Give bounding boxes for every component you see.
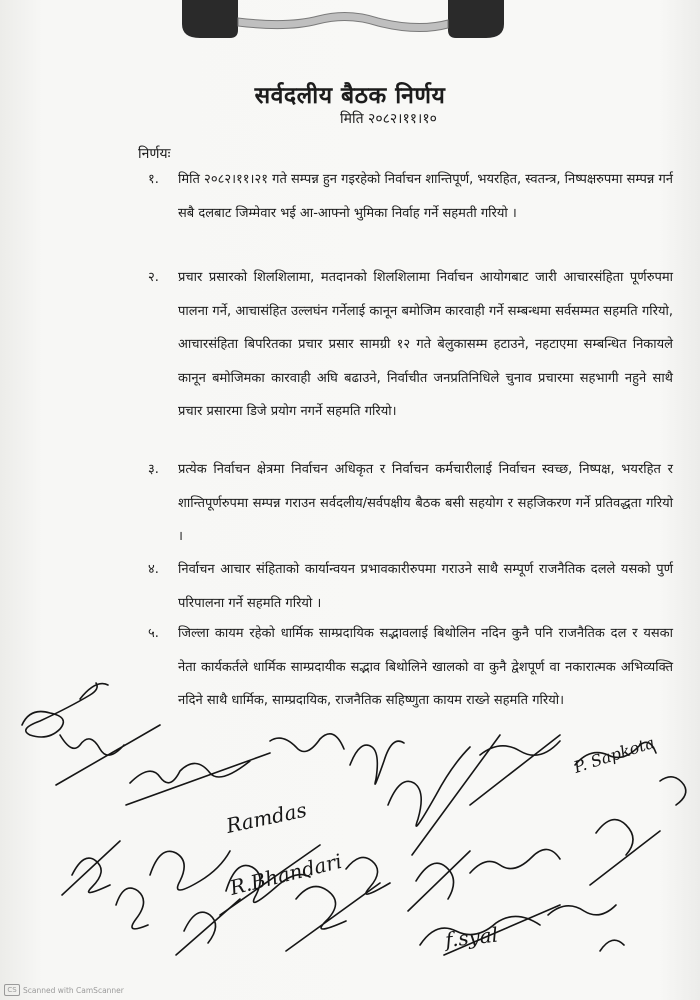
signatures-area xyxy=(0,655,700,975)
signature-mark xyxy=(470,849,560,873)
signature-name: R.Bhandari xyxy=(227,848,345,900)
signature-mark xyxy=(286,883,380,951)
signature-mark xyxy=(150,851,230,890)
decision-text: निर्वाचन आचार संहिताको कार्यान्वयन प्रभावकारीरुपमा गराउने साथै सम्पूर्ण राजनैतिक दलले यसको पुर्ण परिपालना गर्ने सहमति गरियो । xyxy=(178,562,673,611)
signature-name: Ramdas xyxy=(224,797,309,838)
decision-text: मिति २०८२।११।२१ गते सम्पन्न हुन गइरहेको निर्वाचन शान्तिपूर्ण, भयरहित, स्वतन्त्र, निष्पक्षरुपमा सम्पन्न गर्न सबै दलबाट जिम्मेवार भई आ-आफ्नो भुमिका निर्वाह गर्ने सहमती गरियो । xyxy=(178,172,673,221)
signature-mark xyxy=(56,725,160,785)
signature-mark xyxy=(22,683,108,737)
scanner-watermark xyxy=(4,984,124,996)
signature-mark xyxy=(470,735,560,805)
decision-item-2 xyxy=(148,261,673,429)
signature-mark xyxy=(116,888,148,929)
signature-mark xyxy=(660,777,686,805)
signature-name: P. Sapkota xyxy=(571,732,657,777)
clipboard-clip-icon xyxy=(178,0,508,42)
decision-text: प्रत्येक निर्वाचन क्षेत्रमा निर्वाचन अधिकृत र निर्वाचन कर्मचारीलाई निर्वाचन स्वच्छ, निष्पक्ष, भयरहित र शान्तिपूर्णरुपमा सम्पन्न गराउन सर्वदलीय/सर्वपक्षीय बैठक बसी सहयोग र सहजिकरण गर्ने प्रतिवद्धता गरियो । xyxy=(178,462,673,544)
decision-item-4 xyxy=(148,553,673,620)
signature-mark xyxy=(270,734,344,752)
signature-mark xyxy=(408,851,470,911)
decision-item-1 xyxy=(148,163,673,230)
decision-text: जिल्ला कायम रहेको धार्मिक साम्प्रदायिक सद्भावलाई बिथोलिन नदिन कुनै पनि राजनैतिक दल र यसका नेता कार्यकर्तले धार्मिक साम्प्रदायीक सद्भाव बिथोलिने खालको वा कुनै द्वेशपूर्ण वा नकारात्मक अभिव्यक्ति नदिने साथै धार्मिक, साम्प्रदायिक, राजनैतिक सहिष्णुता कायम राख्ने सहमति गरियो। xyxy=(178,626,673,708)
decision-item-3 xyxy=(148,453,673,554)
signature-mark xyxy=(176,899,240,955)
signature-mark xyxy=(346,857,390,894)
decision-number: २. xyxy=(148,270,159,285)
signature-mark xyxy=(590,820,660,885)
signature-mark xyxy=(350,741,404,784)
signature-mark xyxy=(62,841,120,895)
document-title: सर्वदलीय बैठक निर्णय xyxy=(254,83,446,109)
watermark-text: Scanned with CamScanner xyxy=(23,985,124,995)
decision-number: ३. xyxy=(148,462,159,477)
decision-number: १. xyxy=(148,172,159,187)
decision-number: ४. xyxy=(148,562,159,577)
signature-mark xyxy=(126,753,270,805)
signature-mark xyxy=(548,905,624,951)
document-date: मिति २०८२।११।१० xyxy=(340,111,437,127)
decisions-label: निर्णयः xyxy=(138,146,171,162)
camscanner-logo-icon: CS xyxy=(4,984,20,996)
signature-name: f.syal xyxy=(444,922,500,952)
decision-number: ५. xyxy=(148,626,159,641)
decision-text: प्रचार प्रसारको शिलशिलामा, मतदानको शिलशिलामा निर्वाचन आयोगबाट जारी आचारसंहिता पूर्णरुपमा पालना गर्ने, आचासंहित उल्लघंन गर्नेलाई कानून बमोजिम कारवाही गर्ने सम्बन्धमा सर्वसम्मत सहमति गरियो, आचारसंहिता बिपरितका प्रचार प्रसार सामग्री १२ गते बेलुकासम्म हटाउने, नहटाएमा सम्बन्धित निकायले कानून बमोजिमका कारवाही अघि बढाउने, निर्वाचीत जनप्रतिनिधिले चुनाव प्रचारमा सहभागी नहुने साथै प्रचार प्रसारमा डिजे प्रयोग नगर्ने सहमति गरियो। xyxy=(178,270,673,419)
